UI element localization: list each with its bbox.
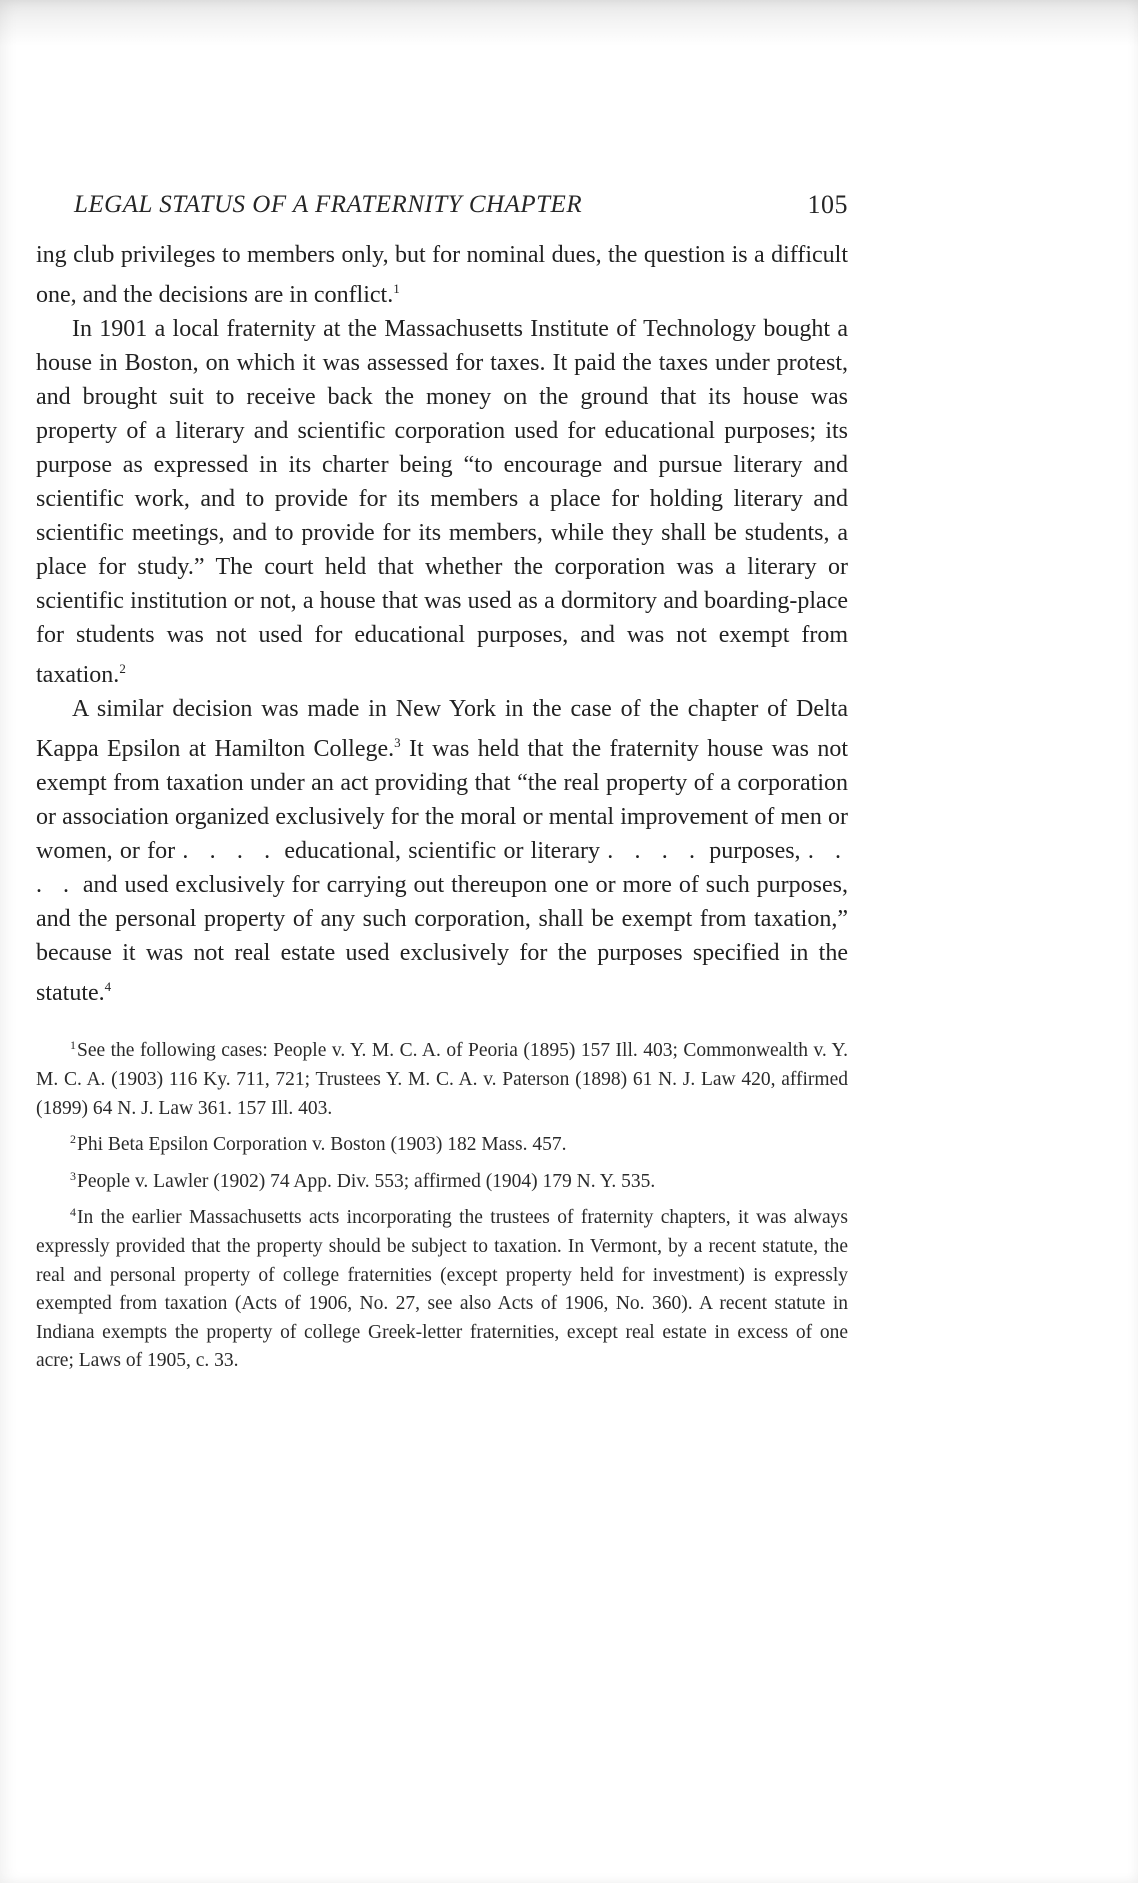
paragraph-1-text: ing club privileges to members only, but for nominal dues, the question is a difficult one, and the decisions are in conflict. xyxy=(36,242,848,309)
page-number: 105 xyxy=(807,190,848,219)
footnote-ref-2: 2 xyxy=(119,661,126,677)
footnote-4 xyxy=(36,1198,848,1375)
footnote-ref-4: 4 xyxy=(104,979,112,995)
footnotes xyxy=(36,1031,848,1375)
paragraph-3-part-d: purposes, xyxy=(709,838,801,865)
ellipsis-3: . . . . xyxy=(36,838,849,899)
footnote-2-mark: 2 xyxy=(70,1132,76,1147)
paragraph-3 xyxy=(36,692,848,1010)
paragraph-2 xyxy=(36,312,848,692)
paragraph-1 xyxy=(36,238,848,312)
running-title: LEGAL STATUS OF A FRATERNITY CHAPTER xyxy=(74,191,583,218)
paragraph-2-text: In 1901 a local fraternity at the Massachusetts Institute of Technology bought a house in Boston, on which it was assessed for taxes. It paid the taxes under protest, and brought suit to receive back the money on the ground that its house was property of a literary and scientific corporation used for educational purposes; its purpose as expressed in its charter being “to encourage and pursue literary and scientific work, and to provide for its members a place for holding literary and scientific meetings, and to provide for its members, while they shall be students, a place for study.” The court held that whether the corporation was a literary or scientific institution or not, a house that was used as a dormitory and boarding-place for students was not used for educational purposes, and was not exempt from taxation. xyxy=(36,316,848,689)
body-text xyxy=(36,238,848,1010)
paragraph-3-part-b: It was held that the fraternity house was not exempt from taxation under an act providing that “the real property of a corporation or association organized exclusively for the moral or mental improvement of men or women, or for xyxy=(36,736,848,865)
footnote-4-text: In the earlier Massachusetts acts incorporating the trustees of fraternity chapters, it was always expressly provided that the property should be subject to taxation. In Vermont, by a recent statute, the real and personal property of college fraternities (except property held for investment) is expressly exempted from taxation (Acts of 1906, No. 27, see also Acts of 1906, No. 360). A recent statute in Indiana exempts the property of college Greek-letter fraternities, except real estate in excess of one acre; Laws of 1905, c. 33. xyxy=(36,1207,848,1372)
footnote-2 xyxy=(36,1125,848,1160)
paragraph-3-part-a: A similar decision was made in New York in the case of the chapter of Delta Kappa Epsilon at Hamilton College. xyxy=(36,696,848,763)
footnote-ref-3: 3 xyxy=(394,735,401,751)
footnote-4-mark: 4 xyxy=(70,1205,76,1220)
footnote-3 xyxy=(36,1162,848,1197)
footnote-1 xyxy=(36,1031,848,1123)
paragraph-3-part-e: and used exclusively for carrying out thereupon one or more of such purposes, and the personal property of any such corporation, shall be exempt from taxation,” because it was not real estate used exclusively for the purposes specified in the statute. xyxy=(36,872,849,1007)
footnote-ref-1: 1 xyxy=(393,281,400,296)
ellipsis-2: . . . . xyxy=(607,838,702,865)
text-block xyxy=(36,186,848,1378)
footnote-2-text: Phi Beta Epsilon Corporation v. Boston (1903) 182 Mass. 457. xyxy=(77,1134,567,1156)
footnote-3-mark: 3 xyxy=(70,1168,76,1183)
paragraph-3-part-c: educational, scientific or literary xyxy=(284,838,600,865)
running-head xyxy=(36,186,848,224)
footnote-3-text: People v. Lawler (1902) 74 App. Div. 553; affirmed (1904) 179 N. Y. 535. xyxy=(77,1170,656,1192)
footnote-1-text: See the following cases: People v. Y. M. C. A. of Peoria (1895) 157 Ill. 403; Commonwealth v. Y. M. C. A. (1903) 116 Ky. 711, 721; Trustees Y. M. C. A. v. Paterson (1898) 61 N. J. Law 420, affirmed (1899) 64 N. J. Law 361. 157 Ill. 403. xyxy=(36,1040,848,1119)
footnote-1-mark: 1 xyxy=(70,1038,76,1053)
ellipsis-1: . . . . xyxy=(182,838,278,865)
